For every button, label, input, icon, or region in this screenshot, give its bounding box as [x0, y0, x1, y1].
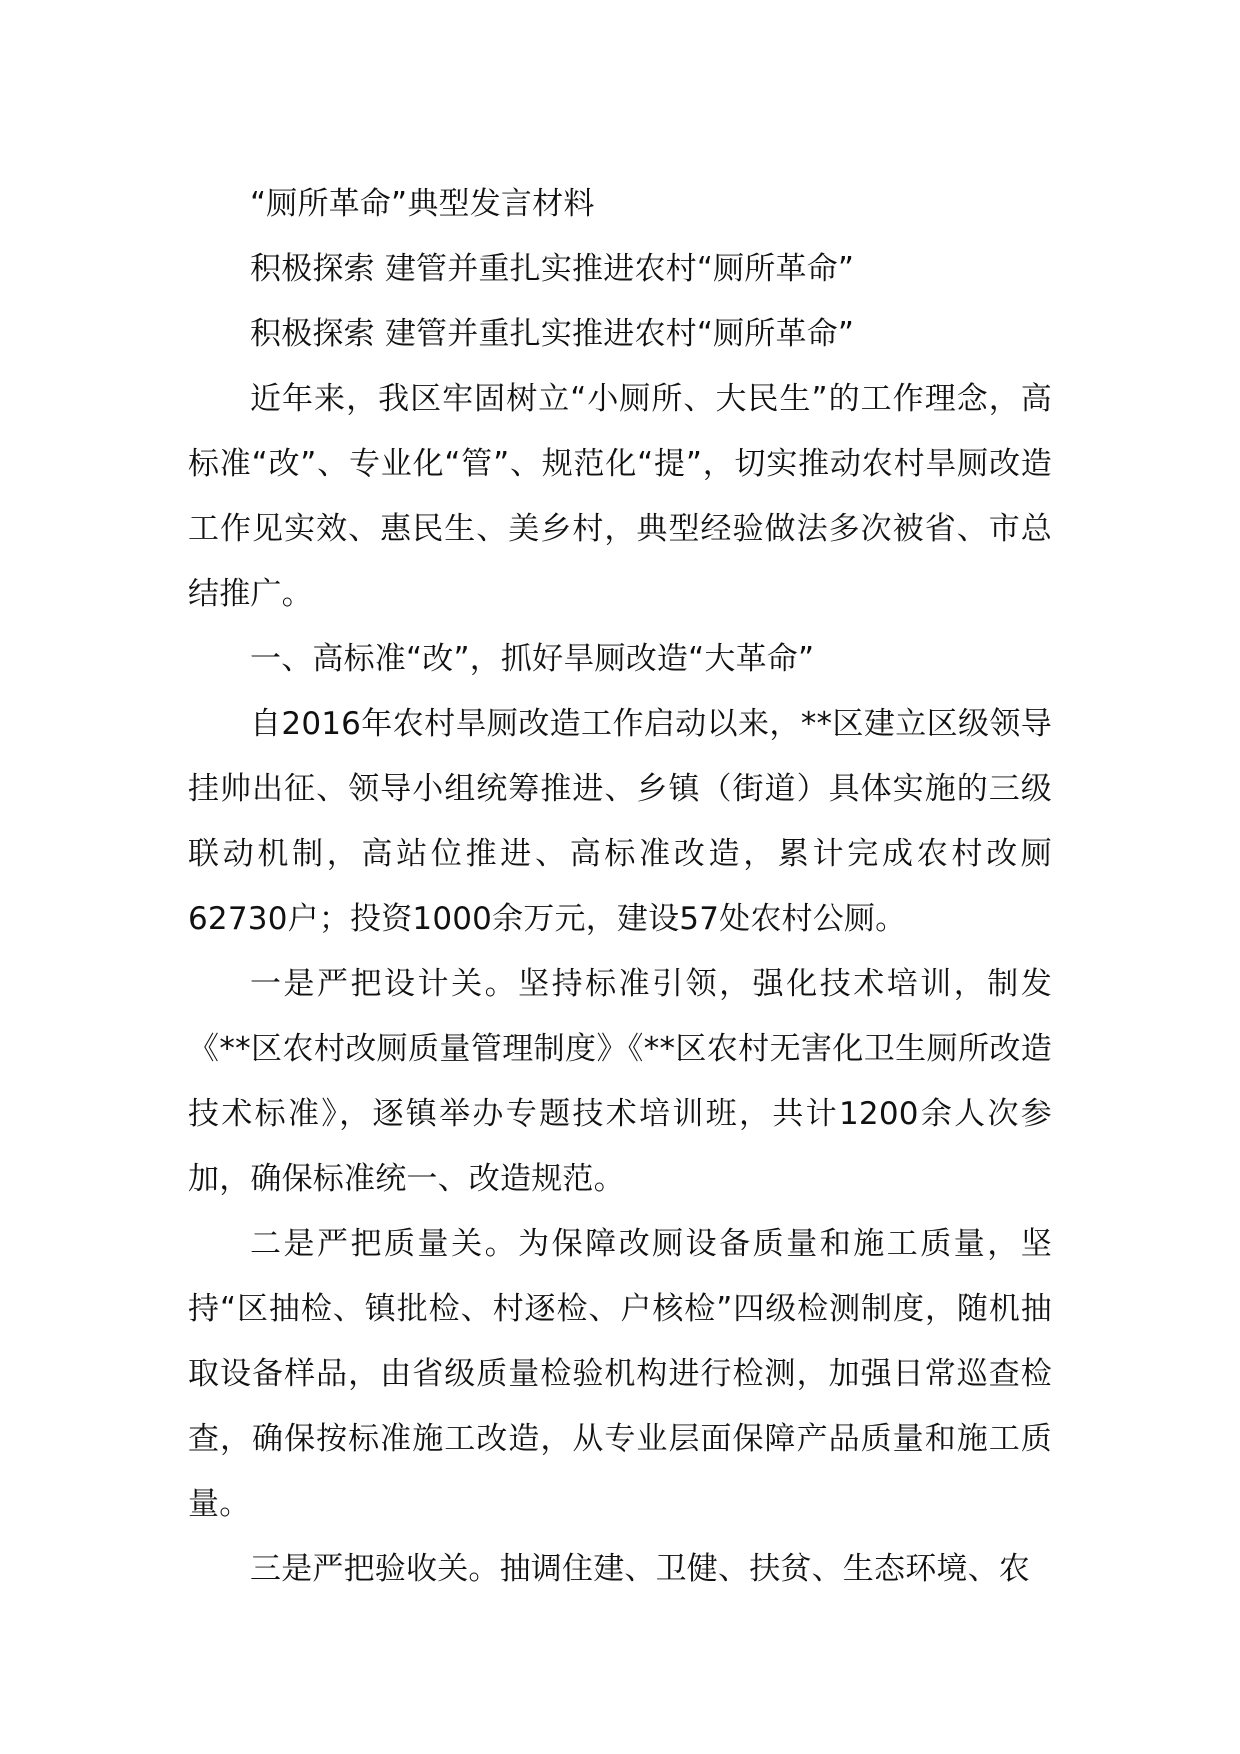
- paragraph-quality: 二是严把质量关。为保障改厕设备质量和施工质量，坚持“区抽检、镇批检、村逐检、户核检”四级检测制度，随机抽取设备样品，由省级质量检验机构进行检测，加强日常巡查检查，确保按标准施工改造，从专业层面保障产品质量和施工质量。: [188, 1226, 1052, 1522]
- document-title: “厕所革命”典型发言材料: [250, 186, 595, 222]
- paragraph-design: 一是严把设计关。坚持标准引领，强化技术培训，制发《**区农村改厕质量管理制度》《**区农村无害化卫生厕所改造技术标准》，逐镇举办专题技术培训班，共计1200余人次参加，确保标准统一、改造规范。: [188, 966, 1052, 1197]
- paragraph-acceptance: 三是严把验收关。抽调住建、卫健、扶贫、生态环境、农: [250, 1551, 1030, 1587]
- paragraph-mechanism: 自2016年农村旱厕改造工作启动以来，**区建立区级领导挂帅出征、领导小组统筹推进、乡镇（街道）具体实施的三级联动机制，高站位推进、高标准改造，累计完成农村改厕62730户；投资1000余万元，建设57处农村公厕。: [188, 706, 1052, 937]
- section-heading: 一、高标准“改”，抓好旱厕改造“大革命”: [250, 641, 815, 677]
- document-page: [188, 172, 1052, 1602]
- paragraph-intro: 近年来，我区牢固树立“小厕所、大民生”的工作理念，高标准“改”、专业化“管”、规范化“提”，切实推动农村旱厕改造工作见实效、惠民生、美乡村，典型经验做法多次被省、市总结推广。: [188, 381, 1052, 612]
- document-subtitle: 积极探索 建管并重扎实推进农村“厕所革命”: [250, 251, 855, 287]
- document-subtitle-repeat: 积极探索 建管并重扎实推进农村“厕所革命”: [250, 316, 855, 352]
